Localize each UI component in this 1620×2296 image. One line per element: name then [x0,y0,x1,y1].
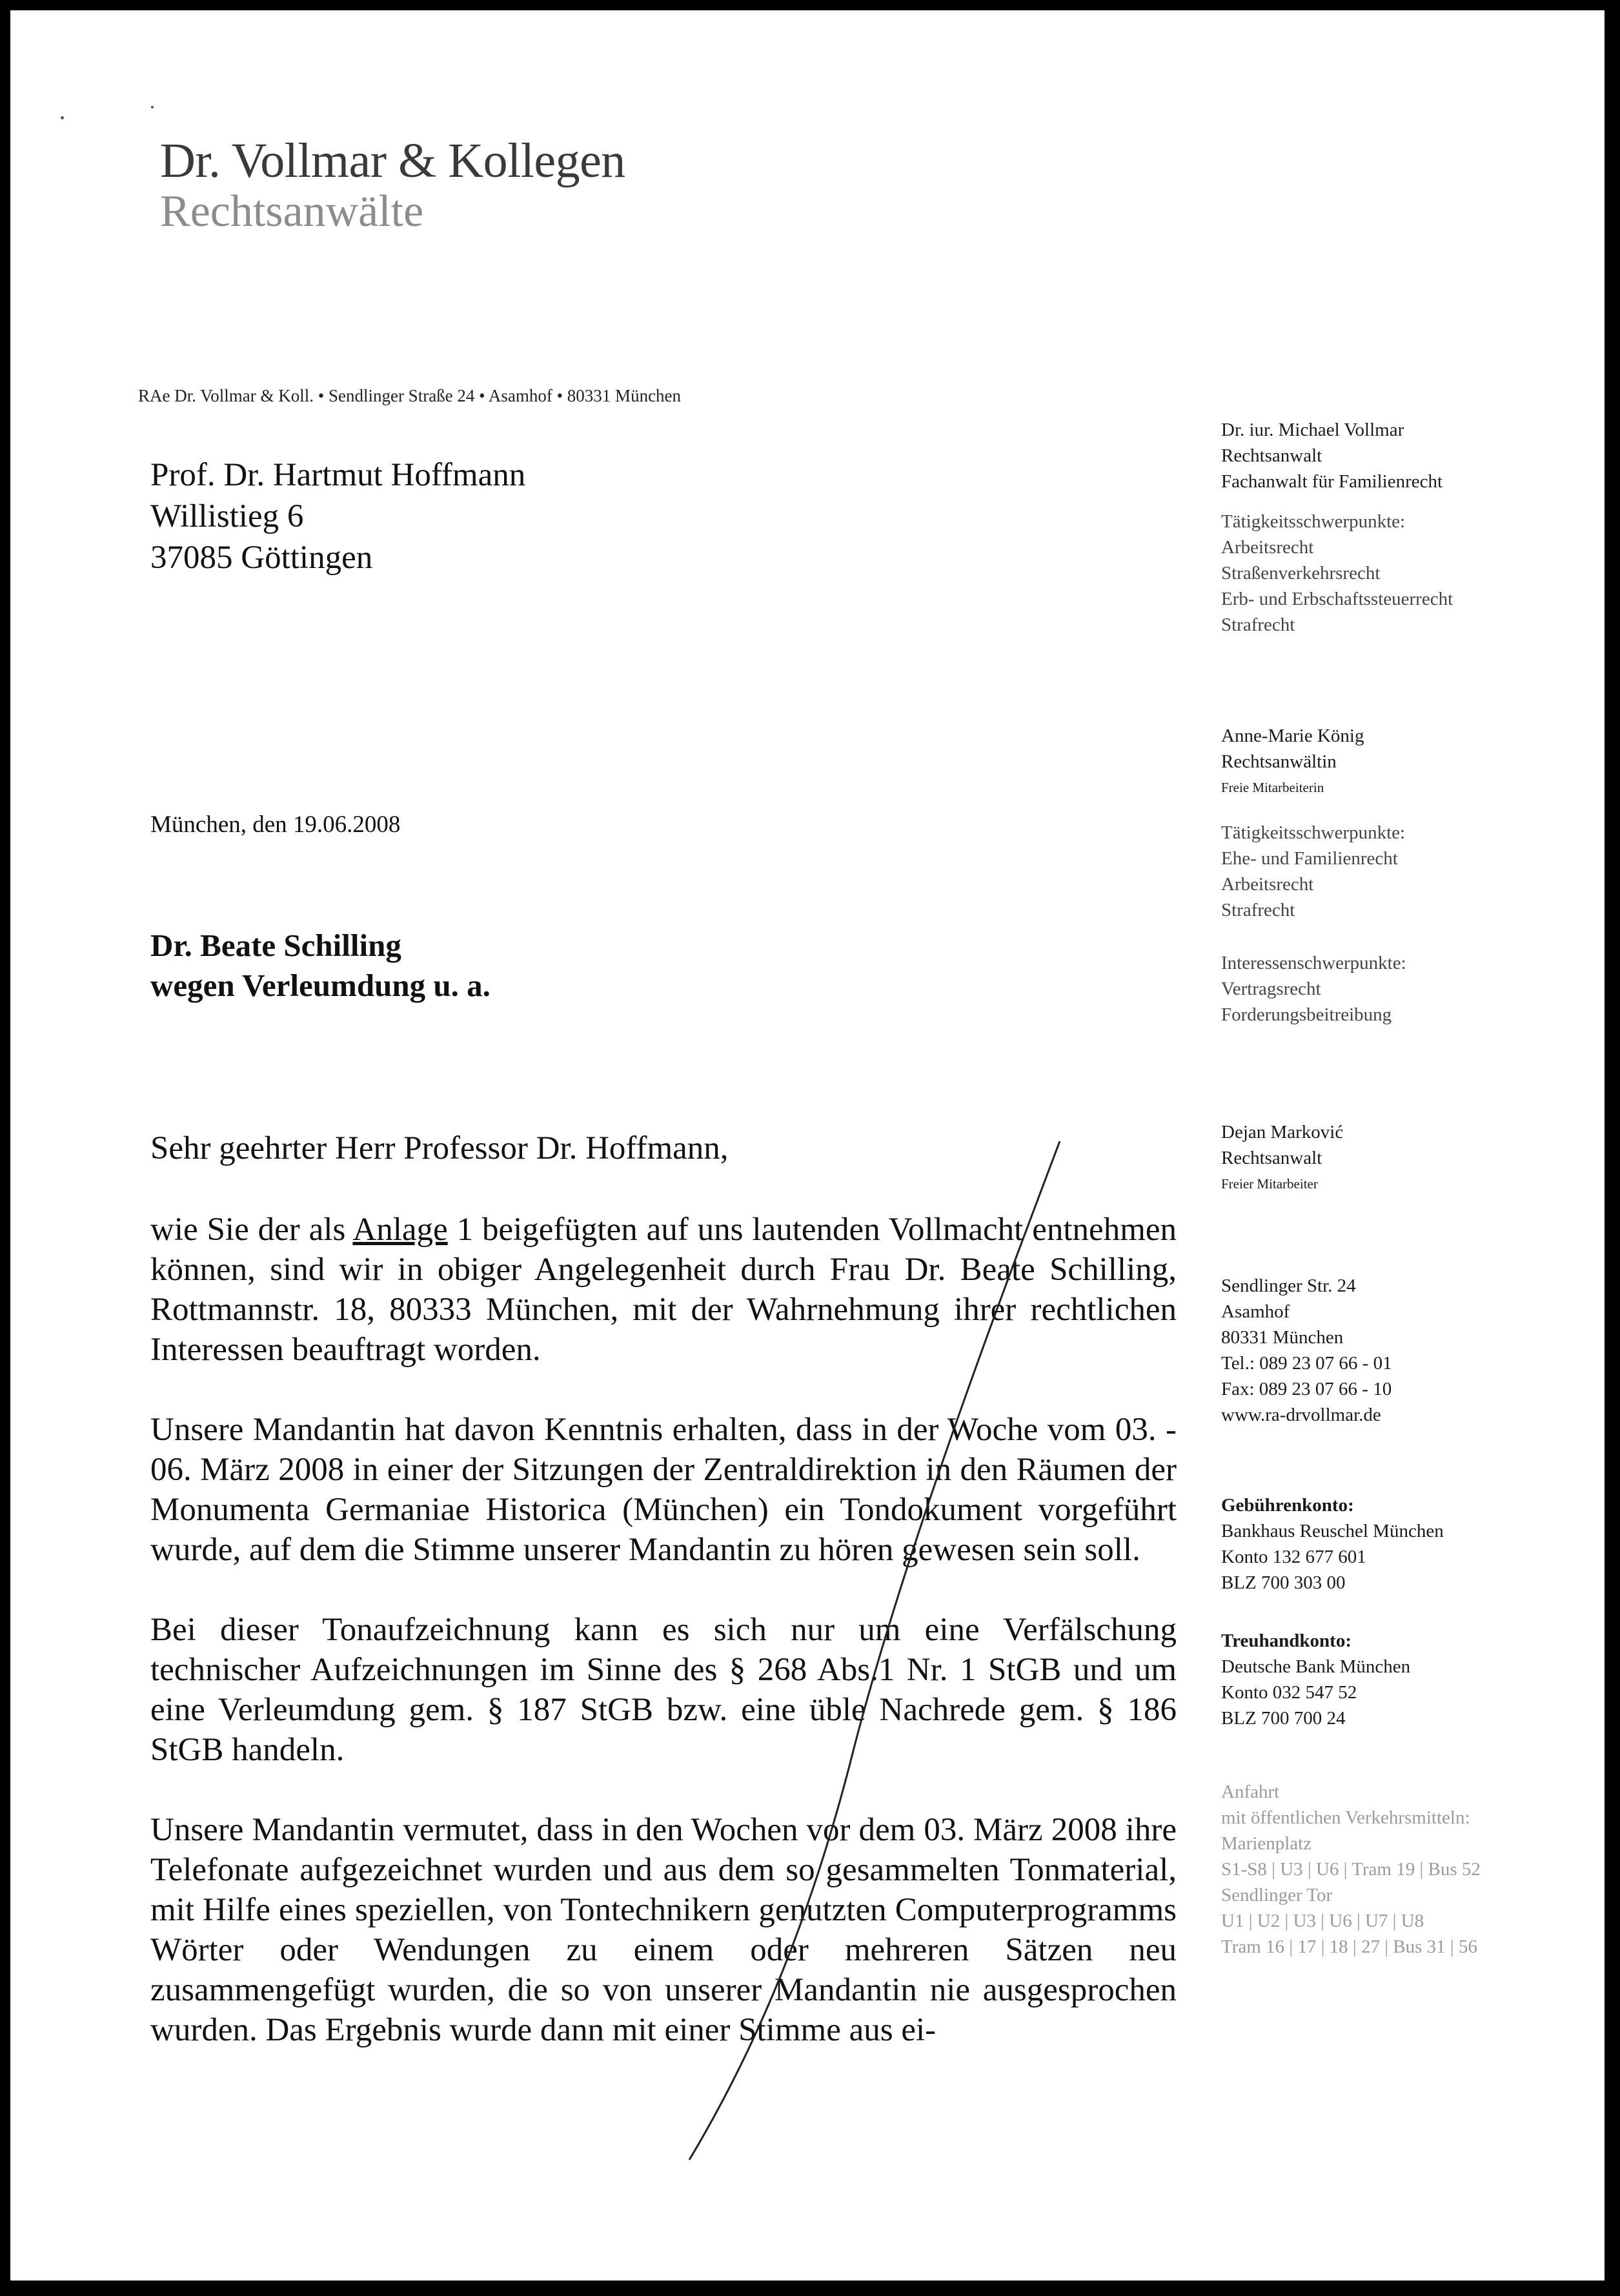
pen-stroke-mark [10,10,1605,2281]
lawyer-role: Freie Mitarbeiterin [1221,780,1324,795]
interest-item: Forderungsbeitreibung [1221,1004,1392,1025]
trust-account-blz: BLZ 700 700 24 [1221,1708,1346,1729]
letter-date: München, den 19.06.2008 [150,811,401,838]
recipient-city: 37085 Göttingen [150,540,373,576]
lawyer-role: Freier Mitarbeiter [1221,1176,1318,1192]
focus-item: Strafrecht [1221,615,1295,635]
transit-stop: Sendlinger Tor [1221,1885,1333,1905]
directions-heading: Anfahrt [1221,1782,1280,1802]
lawyer-name: Dejan Marković [1221,1122,1344,1143]
lawyer-title: Rechtsanwältin [1221,751,1337,772]
transit-stop: Marienplatz [1221,1833,1312,1854]
lawyer-name: Anne-Marie König [1221,726,1364,746]
paragraph-2: Unsere Mandantin hat davon Kenntnis erhalten, dass in der Woche vom 03. - 06. März 2008 in einer der Sitzungen der Zentraldirektion in den Räumen der Monumenta Germaniae Historica (München) ein Tondokument vorgeführt wurde, auf dem die Stimme unserer Mandantin zu hören gewesen sein soll. [150,1412,1177,1568]
lawyer-title: Rechtsanwalt [1221,445,1322,466]
directions-subheading: mit öffentlichen Verkehrsmitteln: [1221,1807,1470,1828]
transit-lines: Tram 16 | 17 | 18 | 27 | Bus 31 | 56 [1221,1936,1477,1957]
interest-heading: Interessenschwerpunkte: [1221,953,1406,973]
office-street: Sendlinger Str. 24 [1221,1275,1356,1296]
focus-item: Strafrecht [1221,900,1295,920]
paragraph-3: Bei dieser Tonaufzeichnung kann es sich nur um eine Verfälschung technischer Aufzeichnungen im Sinne des § 268 Abs.1 Nr. 1 StGB und um eine Verleumdung gem. § 187 StGB bzw. eine üble Nachrede gem. § 186 StGB handeln. [150,1612,1177,1768]
subject-line-2: wegen Verleumdung u. a. [150,968,491,1003]
lawyer-specialty: Fachanwalt für Familienrecht [1221,471,1443,492]
subject-line-1: Dr. Beate Schilling [150,928,401,963]
salutation: Sehr geehrter Herr Professor Dr. Hoffmann, [150,1130,729,1166]
transit-lines: U1 | U2 | U3 | U6 | U7 | U8 [1221,1911,1424,1931]
recipient-name: Prof. Dr. Hartmut Hoffmann [150,457,526,493]
lawyer-title: Rechtsanwalt [1221,1148,1322,1168]
trust-account-number: Konto 032 547 52 [1221,1682,1357,1703]
paragraph-1-rest: 1 beigefügten auf uns lautenden Vollmacht entnehmen können, sind wir in obiger Angelegenheit durch Frau Dr. Beate Schilling, Rottmannstr. 18, 80333 München, mit der Wahrnehmung ihrer rechtlichen Interessen beauftragt worden. [150,1212,1177,1368]
fee-account-blz: BLZ 700 303 00 [1221,1572,1346,1593]
focus-item: Arbeitsrecht [1221,537,1314,558]
focus-item: Erb- und Erbschaftssteuerrecht [1221,589,1453,609]
office-building: Asamhof [1221,1301,1290,1322]
focus-item: Straßenverkehrsrecht [1221,563,1381,584]
focus-heading: Tätigkeitsschwerpunkte: [1221,822,1406,843]
trust-account-heading: Treuhandkonto: [1221,1631,1352,1651]
firm-name: Dr. Vollmar & Kollegen [160,134,625,188]
recipient-street: Willistieg 6 [150,498,304,534]
lawyer-name: Dr. iur. Michael Vollmar [1221,420,1404,440]
office-website: www.ra-drvollmar.de [1221,1405,1381,1425]
focus-item: Ehe- und Familienrecht [1221,848,1398,869]
office-phone: Tel.: 089 23 07 66 - 01 [1221,1353,1392,1374]
office-city: 80331 München [1221,1327,1344,1348]
paragraph-1-start: wie Sie der als [150,1212,353,1248]
transit-lines: S1-S8 | U3 | U6 | Tram 19 | Bus 52 [1221,1859,1481,1880]
fee-account-number: Konto 132 677 601 [1221,1547,1366,1567]
fee-account-heading: Gebührenkonto: [1221,1495,1354,1516]
sender-return-line: RAe Dr. Vollmar & Koll. • Sendlinger Straße 24 • Asamhof • 80331 München [138,386,682,405]
attachment-reference: Anlage [352,1212,448,1248]
firm-subtitle: Rechtsanwälte [160,187,424,236]
interest-item: Vertragsrecht [1221,979,1321,999]
trust-account-bank: Deutsche Bank München [1221,1656,1411,1677]
focus-item: Arbeitsrecht [1221,874,1314,895]
fee-account-bank: Bankhaus Reuschel München [1221,1521,1444,1541]
office-fax: Fax: 089 23 07 66 - 10 [1221,1379,1392,1399]
paragraph-4: Unsere Mandantin vermutet, dass in den Wochen vor dem 03. März 2008 ihre Telefonate aufgezeichnet wurden und aus dem so gesammelten Tonmaterial, mit Hilfe eines speziellen, von Tontechnikern genutzten Computerprogramms Wörter oder Wendungen zu einem oder mehreren Sätzen neu zusammengefügt wurden, die so von unserer Mandantin nie ausgesprochen wurden. Das Ergebnis wurde dann mit einer Stimme aus ei- [150,1812,1177,2048]
focus-heading: Tätigkeitsschwerpunkte: [1221,511,1406,532]
letter-page [10,10,1605,2281]
pen-stroke [689,1141,1060,2160]
